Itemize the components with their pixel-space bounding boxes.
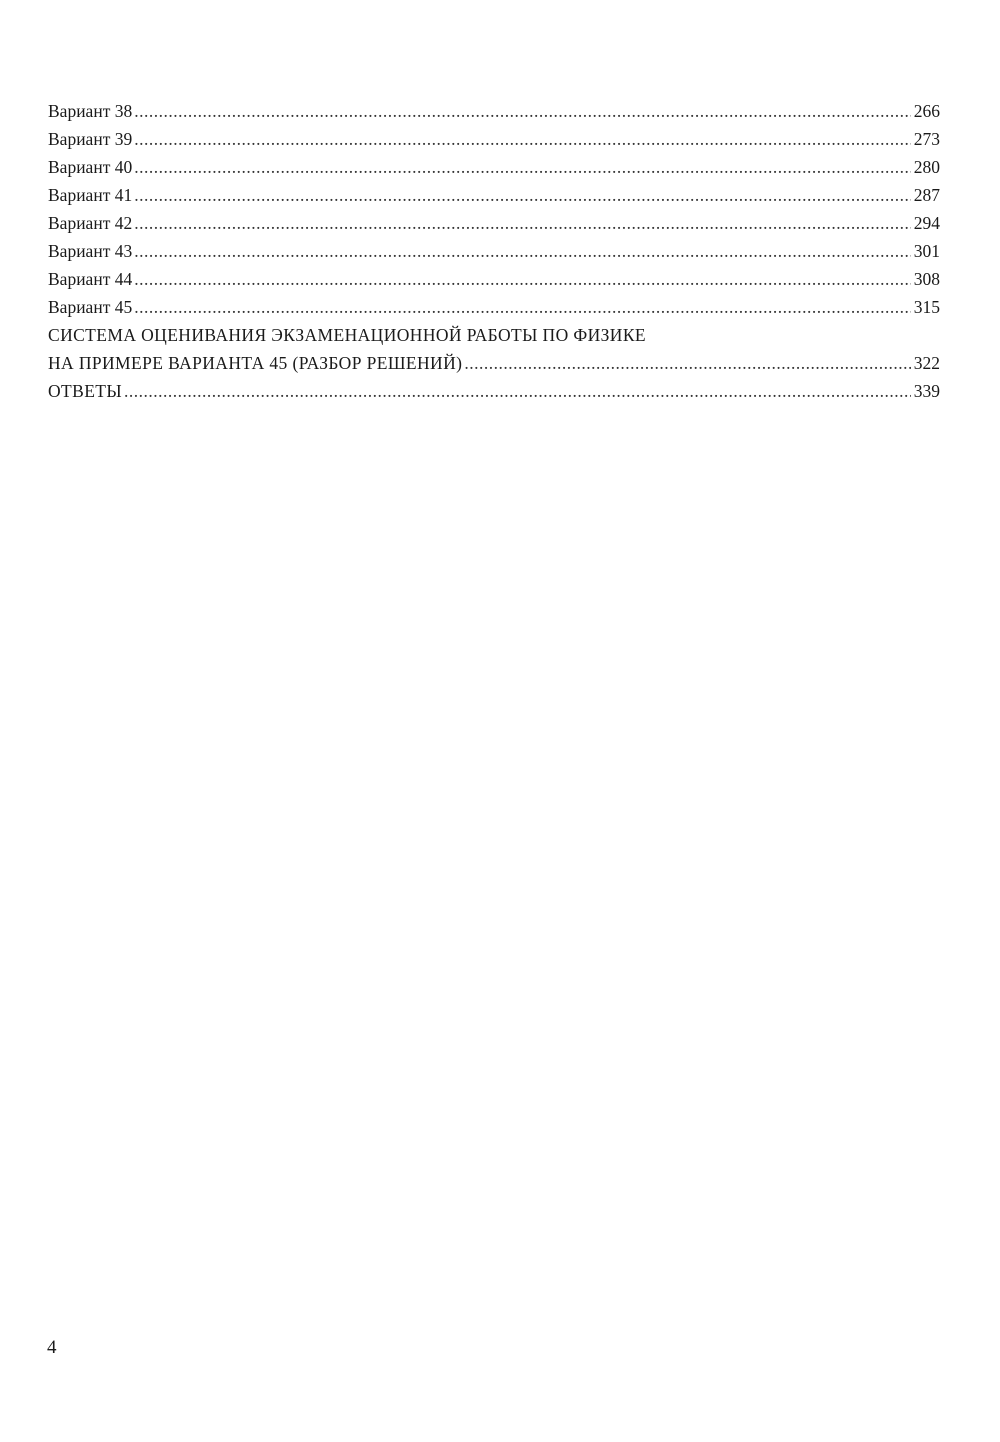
dot-leader xyxy=(134,125,911,153)
toc-entry-page: 308 xyxy=(913,269,940,289)
toc-entry-label: ОТВЕТЫ xyxy=(48,381,123,401)
table-of-contents xyxy=(48,97,940,405)
dot-leader xyxy=(134,237,911,265)
toc-entry-page: 273 xyxy=(913,129,940,149)
dot-leader xyxy=(134,181,911,209)
toc-entry-page: 339 xyxy=(913,381,940,401)
toc-entry-variant-45[interactable] xyxy=(48,293,940,321)
toc-entry-variant-42[interactable] xyxy=(48,209,940,237)
toc-entry-page: 294 xyxy=(913,213,940,233)
toc-entry-label: Вариант 38 xyxy=(48,101,133,121)
toc-entry-variant-38[interactable] xyxy=(48,97,940,125)
dot-leader xyxy=(124,377,911,405)
toc-entry-page: 280 xyxy=(913,157,940,177)
page-number: 4 xyxy=(47,1337,57,1358)
toc-entry-grading-system[interactable] xyxy=(48,321,940,377)
toc-entry-variant-44[interactable] xyxy=(48,265,940,293)
toc-entry-page: 287 xyxy=(913,185,940,205)
toc-entry-variant-39[interactable] xyxy=(48,125,940,153)
toc-entry-page: 266 xyxy=(913,101,940,121)
toc-entry-label: Вариант 45 xyxy=(48,297,133,317)
toc-entry-page: 301 xyxy=(913,241,940,261)
dot-leader xyxy=(134,153,911,181)
dot-leader xyxy=(134,293,911,321)
toc-entry-variant-43[interactable] xyxy=(48,237,940,265)
toc-entry-variant-40[interactable] xyxy=(48,153,940,181)
toc-entry-title-line-2: НА ПРИМЕРЕ ВАРИАНТА 45 (РАЗБОР РЕШЕНИЙ) xyxy=(48,353,463,373)
dot-leader xyxy=(134,97,911,125)
toc-entry-label: Вариант 42 xyxy=(48,213,133,233)
toc-entry-label: Вариант 43 xyxy=(48,241,133,261)
toc-entry-page: 315 xyxy=(913,297,940,317)
toc-entry-title-line-1: СИСТЕМА ОЦЕНИВАНИЯ ЭКЗАМЕНАЦИОННОЙ РАБОТЫ ПО ФИЗИКЕ xyxy=(48,325,647,345)
dot-leader xyxy=(464,349,910,377)
toc-entry-label: Вариант 39 xyxy=(48,129,133,149)
toc-entry-page: 322 xyxy=(913,353,940,373)
dot-leader xyxy=(134,265,911,293)
toc-entry-label: Вариант 40 xyxy=(48,157,133,177)
toc-entry-label: Вариант 41 xyxy=(48,185,133,205)
toc-entry-answers[interactable] xyxy=(48,377,940,405)
dot-leader xyxy=(134,209,911,237)
toc-entry-variant-41[interactable] xyxy=(48,181,940,209)
toc-entry-label: Вариант 44 xyxy=(48,269,133,289)
